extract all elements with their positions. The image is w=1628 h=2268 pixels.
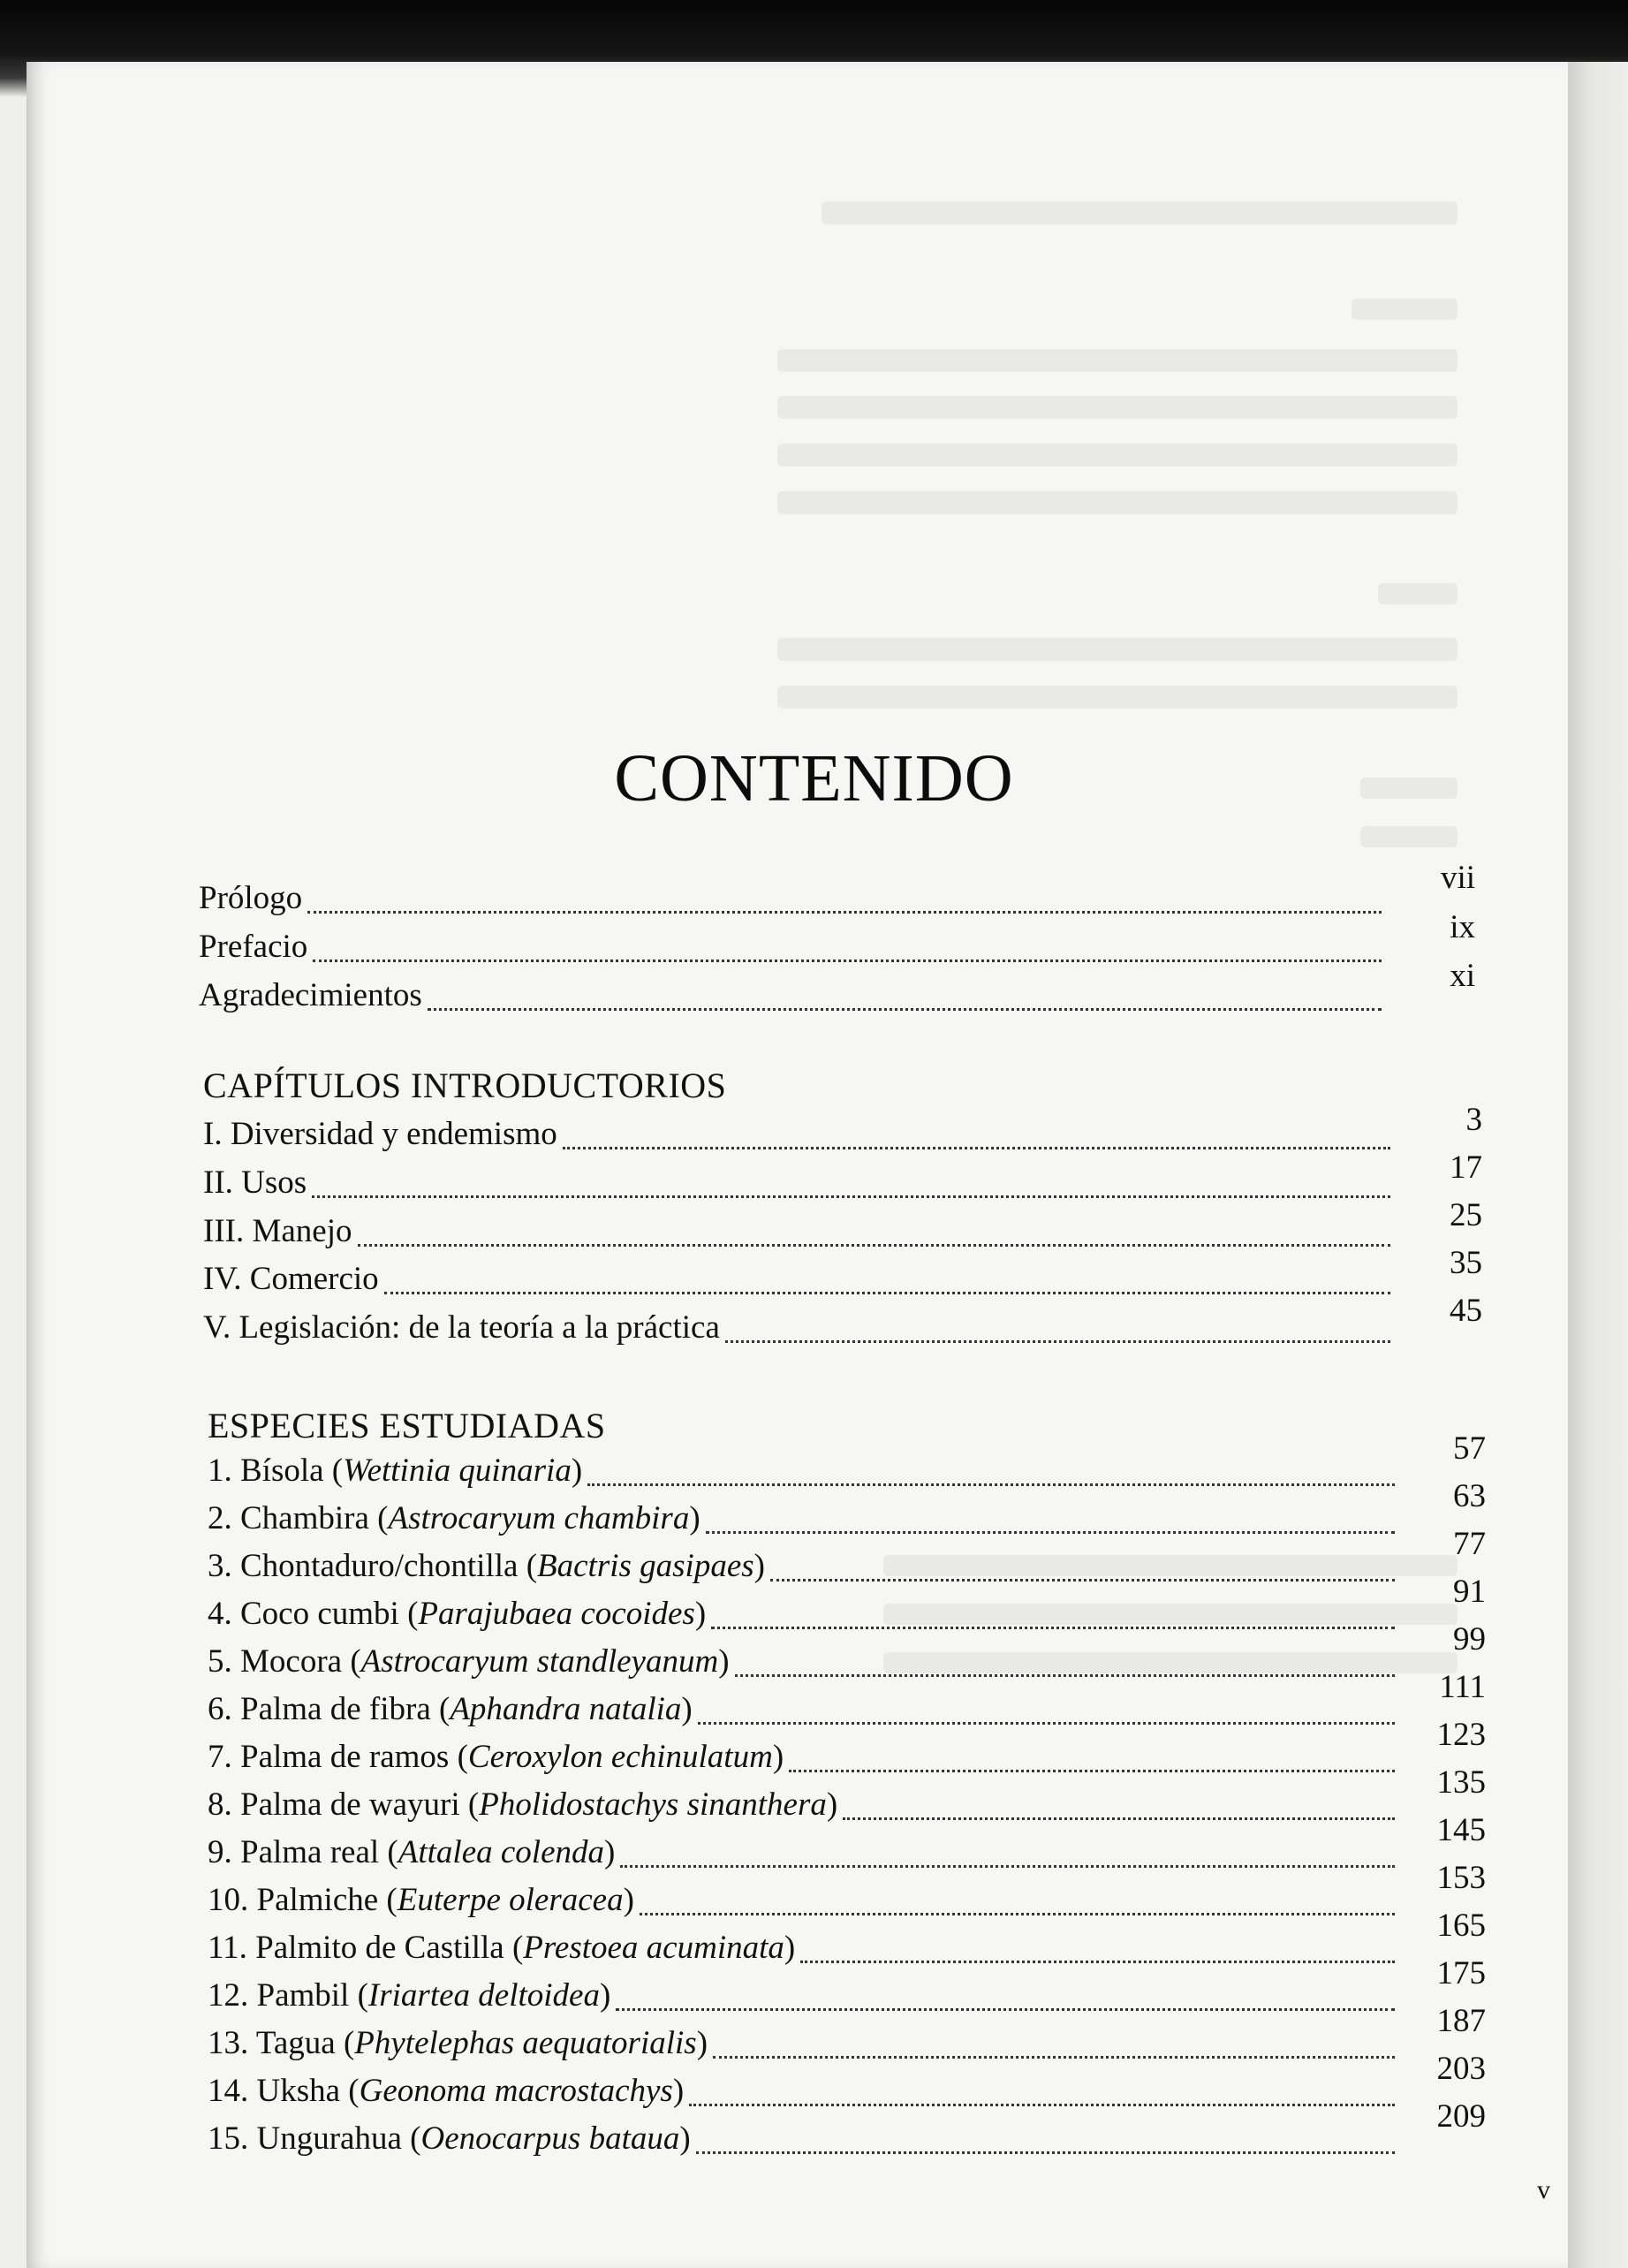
toc-entry: 3. Chontaduro/chontilla (Bactris gasipaes) xyxy=(208,1547,1400,1593)
leader-dots xyxy=(312,1195,1390,1198)
leader-dots xyxy=(563,1147,1390,1149)
scientific-name: Attalea colenda xyxy=(398,1834,604,1870)
leader-dots xyxy=(843,1817,1395,1820)
toc-entry: 10. Palmiche (Euterpe oleracea) xyxy=(208,1881,1400,1927)
scientific-name: Euterpe oleracea xyxy=(397,1882,624,1918)
section-heading-intro: CAPÍTULOS INTRODUCTORIOS xyxy=(203,1066,727,1105)
page-number: 91 xyxy=(1453,1574,1486,1610)
folio-page-number: v xyxy=(1537,2175,1550,2204)
toc-entry: V. Legislación: de la teoría a la práctica xyxy=(203,1308,1396,1354)
scientific-name: Ceroxylon echinulatum xyxy=(467,1739,773,1775)
leader-dots xyxy=(713,2056,1395,2059)
toc-entry: 1. Bísola (Wettinia quinaria) xyxy=(208,1452,1400,1498)
toc-entry: Prólogo xyxy=(199,879,1387,925)
page-number: vii xyxy=(1440,860,1475,896)
page-number: 77 xyxy=(1453,1526,1486,1562)
toc-entry: Agradecimientos xyxy=(199,976,1387,1022)
leader-dots xyxy=(696,2151,1395,2154)
leader-dots xyxy=(770,1579,1395,1582)
page-number: 135 xyxy=(1436,1764,1486,1801)
scientific-name: Prestoea acuminata xyxy=(523,1930,784,1966)
toc-entry: 11. Palmito de Castilla (Prestoea acuminata) xyxy=(208,1929,1400,1975)
toc-entry: 9. Palma real (Attalea colenda) xyxy=(208,1833,1400,1879)
page-number: 165 xyxy=(1436,1908,1486,1944)
page-number: 57 xyxy=(1453,1430,1486,1467)
scientific-name: Parajubaea cocoides xyxy=(418,1596,695,1632)
toc-entry: 12. Pambil (Iriartea deltoidea) xyxy=(208,1976,1400,2022)
leader-dots xyxy=(307,911,1382,914)
toc-entry: III. Manejo xyxy=(203,1212,1396,1258)
page-number: 25 xyxy=(1450,1197,1482,1233)
toc-entry: I. Diversidad y endemismo xyxy=(203,1115,1396,1161)
leader-dots xyxy=(620,1865,1395,1868)
leader-dots xyxy=(358,1244,1391,1247)
page-edge xyxy=(1568,62,1628,2268)
page-title: CONTENIDO xyxy=(614,741,1014,815)
leader-dots xyxy=(698,1722,1395,1725)
toc-entry: IV. Comercio xyxy=(203,1260,1396,1306)
leader-dots xyxy=(689,2104,1395,2106)
toc-entry: 15. Ungurahua (Oenocarpus bataua) xyxy=(208,2120,1400,2166)
toc-entry: 14. Uksha (Geonoma macrostachys) xyxy=(208,2072,1400,2118)
page-number: 63 xyxy=(1453,1478,1486,1514)
toc-entry: II. Usos xyxy=(203,1164,1396,1210)
page-number: 153 xyxy=(1436,1860,1486,1896)
page-number: 35 xyxy=(1450,1245,1482,1281)
page-number: 209 xyxy=(1436,2098,1486,2135)
leader-dots xyxy=(735,1674,1395,1677)
scientific-name: Astrocaryum chambira xyxy=(388,1500,690,1536)
page-number: 3 xyxy=(1465,1102,1482,1138)
page-number: 145 xyxy=(1436,1812,1486,1848)
page-number: 187 xyxy=(1436,2003,1486,2039)
leader-dots xyxy=(800,1961,1395,1963)
toc-entry: 7. Palma de ramos (Ceroxylon echinulatum) xyxy=(208,1738,1400,1784)
leader-dots xyxy=(587,1483,1395,1486)
toc-entry: 13. Tagua (Phytelephas aequatorialis) xyxy=(208,2024,1400,2070)
page-number: ix xyxy=(1450,909,1475,945)
scientific-name: Aphandra natalia xyxy=(450,1691,682,1727)
page-number: xi xyxy=(1450,958,1475,994)
scientific-name: Oenocarpus bataua xyxy=(420,2120,680,2157)
toc-entry: 6. Palma de fibra (Aphandra natalia) xyxy=(208,1690,1400,1736)
page-number: 175 xyxy=(1436,1955,1486,1991)
toc-entry: 8. Palma de wayuri (Pholidostachys sinanthera) xyxy=(208,1786,1400,1832)
leader-dots xyxy=(706,1531,1395,1534)
scientific-name: Wettinia quinaria xyxy=(343,1453,572,1489)
page-number: 111 xyxy=(1439,1669,1486,1705)
scientific-name: Pholidostachys sinanthera xyxy=(479,1786,827,1823)
leader-dots xyxy=(725,1340,1390,1343)
scientific-name: Iriartea deltoidea xyxy=(367,1977,600,2014)
toc-entry: 2. Chambira (Astrocaryum chambira) xyxy=(208,1499,1400,1545)
scientific-name: Bactris gasipaes xyxy=(537,1548,754,1584)
leader-dots xyxy=(616,2008,1395,2011)
toc-entry: 5. Mocora (Astrocaryum standleyanum) xyxy=(208,1642,1400,1688)
leader-dots xyxy=(313,960,1382,962)
toc-entry: 4. Coco cumbi (Parajubaea cocoides) xyxy=(208,1595,1400,1641)
page-number: 45 xyxy=(1450,1293,1482,1329)
section-heading-species: ESPECIES ESTUDIADAS xyxy=(208,1406,606,1445)
leader-dots xyxy=(428,1008,1382,1011)
leader-dots xyxy=(711,1627,1395,1629)
page-number: 17 xyxy=(1450,1149,1482,1186)
scientific-name: Phytelephas aequatorialis xyxy=(354,2025,697,2061)
leader-dots xyxy=(384,1292,1390,1294)
scientific-name: Astrocaryum standleyanum xyxy=(360,1643,719,1680)
leader-dots xyxy=(789,1770,1395,1772)
scientific-name: Geonoma macrostachys xyxy=(359,2073,673,2109)
page-number: 99 xyxy=(1453,1621,1486,1657)
leader-dots xyxy=(640,1913,1395,1915)
page-number: 123 xyxy=(1436,1717,1486,1753)
page-number: 203 xyxy=(1436,2051,1486,2087)
toc-entry: Prefacio xyxy=(199,928,1387,974)
